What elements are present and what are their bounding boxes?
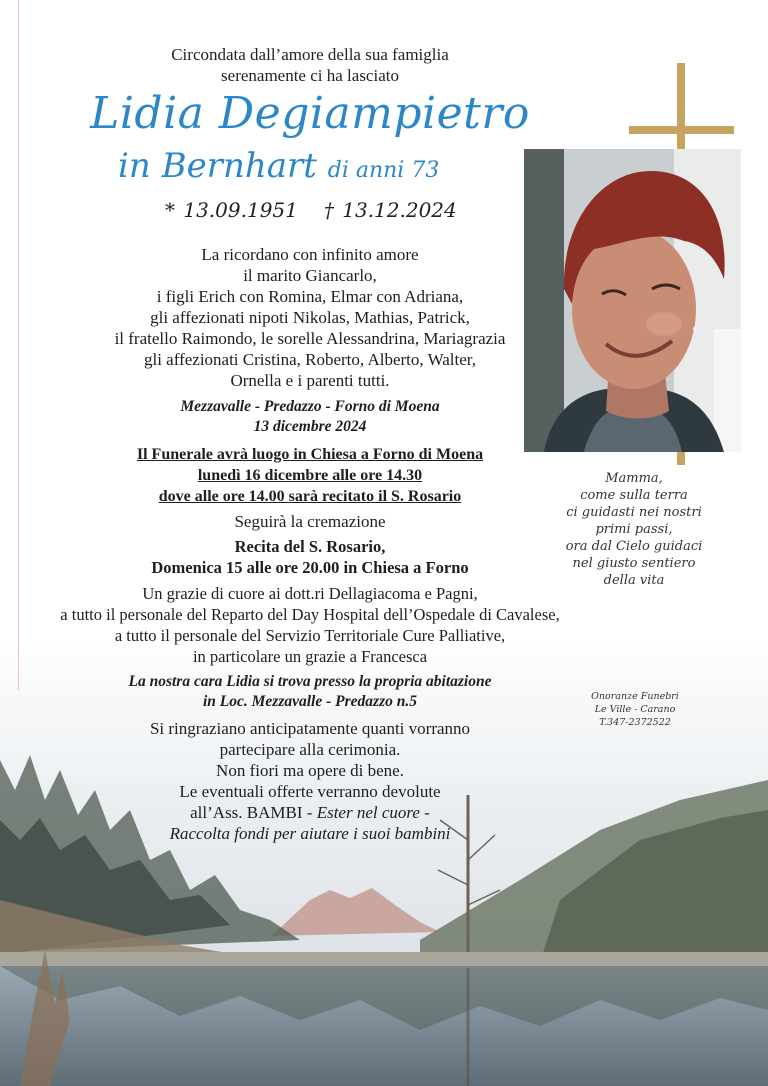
- rosary-info: Recita del S. Rosario, Domenica 15 alle ore 20.00 in Chiesa a Forno: [151, 537, 469, 577]
- age-text: di anni 73: [327, 158, 440, 183]
- poem-text: Mamma, come sulla terra ci guidasti nei nostri primi passi, ora dal Cielo guidaci nel giusto sentiero della vita: [565, 471, 703, 588]
- funeral-info: Il Funerale avrà luogo in Chiesa a Forno di Moena lunedì 16 dicembre alle ore 14.30 dove alle ore 14.00 sarà recitato il S. Rosario: [136, 446, 484, 505]
- places-date: Mezzavalle - Predazzo - Forno di Moena 13 dicembre 2024: [180, 398, 440, 435]
- deceased-name: Lidia Degiampietro: [90, 88, 530, 139]
- portrait-photo: [524, 149, 741, 452]
- home-visitation: La nostra cara Lidia si trova presso la propria abitazione in Loc. Mezzavalle - Predazzo n.5: [128, 673, 492, 710]
- intro-text: Circondata dall’amore della sua famiglia serenamente ci ha lasciato: [171, 45, 449, 85]
- thanks-text: Un grazie di cuore ai dott.ri Dellagiacoma e Pagni, a tutto il personale del Reparto del Day Hospital dell’Ospedale di Cavalese, a tutto il personale del Servizio Territoriale Cure Palliative, in particolare un grazie a Francesca: [60, 584, 560, 666]
- funeral-home-info: Onoranze Funebri Le Ville - Carano T.347-2372522: [591, 691, 679, 728]
- married-name: in Bernhart di anni 73: [118, 146, 440, 186]
- birth-date: * 13.09.1951: [165, 198, 298, 222]
- life-dates: [165, 198, 457, 222]
- death-date: † 13.12.2024: [323, 198, 457, 222]
- closing-text: Si ringraziano anticipatamente quanti vorranno partecipare alla cerimonia. Non fiori ma opere di bene. Le eventuali offerte verranno devolute all’Ass. BAMBI - Ester nel cuore - Raccolta fondi per aiutare i suoi bambini: [149, 719, 471, 843]
- cremation-note: Seguirà la cremazione: [234, 512, 386, 531]
- cross-icon-bar: [629, 126, 734, 134]
- family-list: La ricordano con infinito amore il marito Giancarlo, i figli Erich con Romina, Elmar con Adriana, gli affezionati nipoti Nikolas, Mathias, Patrick, il fratello Raimondo, le sorelle Alessandrina, Mariagrazia gli affezionati Cristina, Roberto, Alberto, Walter, Ornella e i parenti tutti.: [114, 245, 506, 390]
